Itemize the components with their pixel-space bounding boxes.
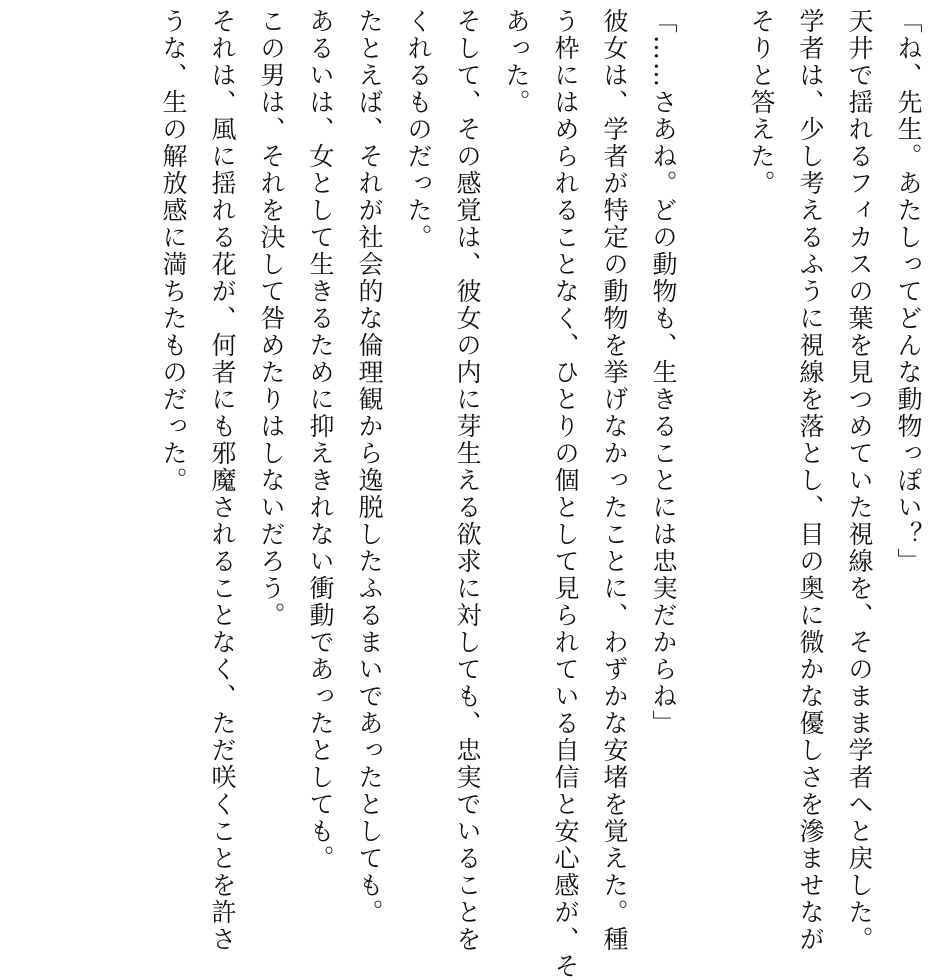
text-column: うな、生の解放感に満ちたものだった。 <box>159 8 188 494</box>
text-column: たとえば、それが社会的な倫理観から逸脱したふるまいであったとしても。 <box>355 8 384 926</box>
text-column: 「ね、先生。あたしってどんな動物っぽい？」 <box>894 8 923 575</box>
text-column: 「……さあね。どの動物も、生きることには忠実だからね」 <box>649 8 678 737</box>
text-column: う枠にはめられることなく、ひとりの個として見られている自信と安心感が、そ <box>551 8 580 980</box>
text-column: そして、その感覚は、彼女の内に芽生える欲求に対しても、忠実でいることを <box>453 8 482 953</box>
text-column: 天井で揺れるフィカスの葉を見つめていた視線を、そのまま学者へと戻した。 <box>845 8 874 953</box>
text-column: あるいは、女として生きるために抑えきれない衝動であったとしても。 <box>306 8 335 872</box>
text-column: そりと答えた。 <box>747 8 776 197</box>
text-column: 学者は、少し考えるふうに視線を落とし、目の奥に微かな優しさを滲ませなが <box>796 8 825 953</box>
text-column: この男は、それを決して咎めたりはしないだろう。 <box>257 8 286 629</box>
text-column: 彼女は、学者が特定の動物を挙げなかったことに、わずかな安堵を覚えた。種 <box>600 8 629 953</box>
text-column: くれるものだった。 <box>404 8 433 251</box>
text-column: あった。 <box>502 8 531 116</box>
text-column: それは、風に揺れる花が、何者にも邪魔されることなく、ただ咲くことを許さ <box>208 8 237 953</box>
text-column <box>692 8 732 938</box>
